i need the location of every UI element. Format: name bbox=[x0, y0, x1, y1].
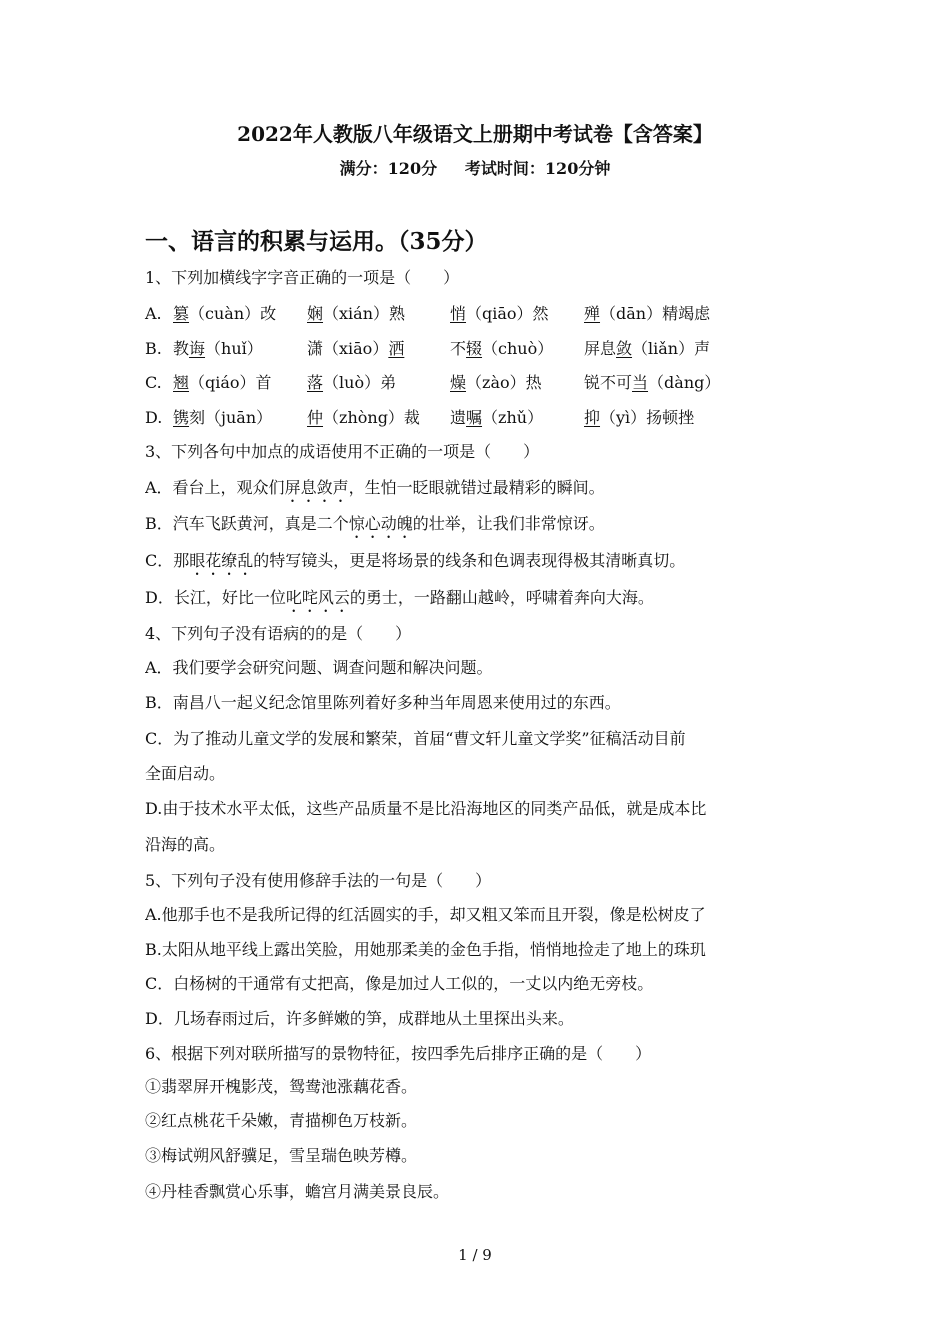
option-label: B. bbox=[145, 339, 162, 358]
option-segment: 燥（zào）热 bbox=[450, 373, 542, 392]
question-1-option-a bbox=[145, 302, 825, 326]
option-segment: 不辍（chuò） bbox=[450, 339, 554, 358]
option-label: A. bbox=[145, 304, 162, 323]
question-6-item-4: ④丹桂香飘赏心乐事，蟾宫月满美景良辰。 bbox=[145, 1182, 450, 1201]
option-segment: 落（luò）弟 bbox=[307, 373, 397, 392]
question-4-option-c: C．为了推动儿童文学的发展和繁荣，首届“曹文轩儿童文学奖”征稿活动目前 bbox=[145, 729, 686, 748]
question-1-stem: 1、下列加横线字字音正确的一项是（ ） bbox=[145, 268, 460, 287]
option-segment: 遗嘱（zhǔ） bbox=[450, 408, 544, 427]
exam-info: 满分：120分 考试时间：120分钟 bbox=[339, 159, 611, 178]
option-segment: 翘（qiáo）首 bbox=[173, 373, 272, 392]
question-5-option-a: A.他那手也不是我所记得的红活圆实的手，却又粗又笨而且开裂，像是松树皮了 bbox=[145, 905, 706, 924]
option-segment: 篡（cuàn）改 bbox=[173, 304, 277, 323]
question-4-option-d-cont: 沿海的高。 bbox=[145, 835, 226, 854]
dotted-idiom: 屏息敛声 bbox=[284, 478, 349, 497]
question-4-option-b: B．南昌八一起义纪念馆里陈列着好多种当年周恩来使用过的东西。 bbox=[145, 693, 621, 712]
question-3-option-a: A．看台上，观众们屏息敛声，生怕一眨眼就错过最精彩的瞬间。 bbox=[145, 478, 605, 497]
question-3-option-d: D．长江，好比一位叱咤风云的勇士，一路翻山越岭，呼啸着奔向大海。 bbox=[145, 588, 654, 607]
option-segment: 教诲（huǐ） bbox=[173, 339, 263, 358]
question-6-item-3: ③梅试朔风舒骥足，雪呈瑞色映芳樽。 bbox=[145, 1146, 418, 1165]
option-segment: 屏息敛（liǎn）声 bbox=[584, 339, 711, 358]
dotted-idiom: 惊心动魄 bbox=[348, 514, 413, 533]
question-5-option-c: C．白杨树的干通常有丈把高，像是加过人工似的，一丈以内绝无旁枝。 bbox=[145, 974, 654, 993]
question-1-option-c bbox=[145, 371, 825, 395]
question-6-item-2: ②红点桃花千朵嫩，青描柳色万枝新。 bbox=[145, 1111, 418, 1130]
option-segment: 殚（dān）精竭虑 bbox=[584, 304, 711, 323]
option-label: D. bbox=[145, 408, 163, 427]
question-3-stem: 3、下列各句中加点的成语使用不正确的一项是（ ） bbox=[145, 442, 540, 461]
dotted-idiom: 眼花缭乱 bbox=[189, 551, 254, 570]
option-segment: 镌刻（juān） bbox=[173, 408, 273, 427]
question-4-option-a: A．我们要学会研究问题、调查问题和解决问题。 bbox=[145, 658, 493, 677]
page-title: 2022年人教版八年级语文上册期中考试卷【含答案】 bbox=[237, 122, 713, 146]
question-5-stem: 5、下列句子没有使用修辞手法的一句是（ ） bbox=[145, 871, 492, 890]
question-4-option-c-cont: 全面启动。 bbox=[145, 764, 226, 783]
question-6-item-1: ①翡翠屏开槐影茂，鸳鸯池涨藕花香。 bbox=[145, 1077, 418, 1096]
question-5-option-d: D．几场春雨过后，许多鲜嫩的笋，成群地从土里探出头来。 bbox=[145, 1009, 574, 1028]
question-4-stem: 4、下列句子没有语病的的是（ ） bbox=[145, 624, 412, 643]
question-4-option-d: D.由于技术水平太低，这些产品质量不是比沿海地区的同类产品低，就是成本比 bbox=[145, 799, 707, 818]
question-6-stem: 6、根据下列对联所描写的景物特征，按四季先后排序正确的是（ ） bbox=[145, 1044, 652, 1063]
option-label: C. bbox=[145, 373, 162, 392]
option-segment: 潇（xiāo）洒 bbox=[307, 339, 405, 358]
question-5-option-b: B.太阳从地平线上露出笑脸，用她那柔美的金色手指，悄悄地捡走了地上的珠玑 bbox=[145, 940, 706, 959]
option-segment: 仲（zhòng）裁 bbox=[307, 408, 420, 427]
question-3-option-c: C．那眼花缭乱的特写镜头，更是将场景的线条和色调表现得极其清晰真切。 bbox=[145, 551, 686, 570]
option-segment: 娴（xián）熟 bbox=[307, 304, 406, 323]
section-heading: 一、语言的积累与运用。（35分） bbox=[145, 228, 488, 255]
option-segment: 悄（qiāo）然 bbox=[450, 304, 549, 323]
question-1-option-b bbox=[145, 337, 825, 361]
question-3-option-b: B．汽车飞跃黄河，真是二个惊心动魄的壮举，让我们非常惊讶。 bbox=[145, 514, 605, 533]
dotted-idiom: 叱咤风云 bbox=[285, 588, 350, 607]
option-segment: 锐不可当（dàng） bbox=[584, 373, 721, 392]
option-segment: 抑（yì）扬顿挫 bbox=[584, 408, 695, 427]
question-1-option-d bbox=[145, 406, 825, 430]
page-number: 1 / 9 bbox=[458, 1246, 492, 1264]
